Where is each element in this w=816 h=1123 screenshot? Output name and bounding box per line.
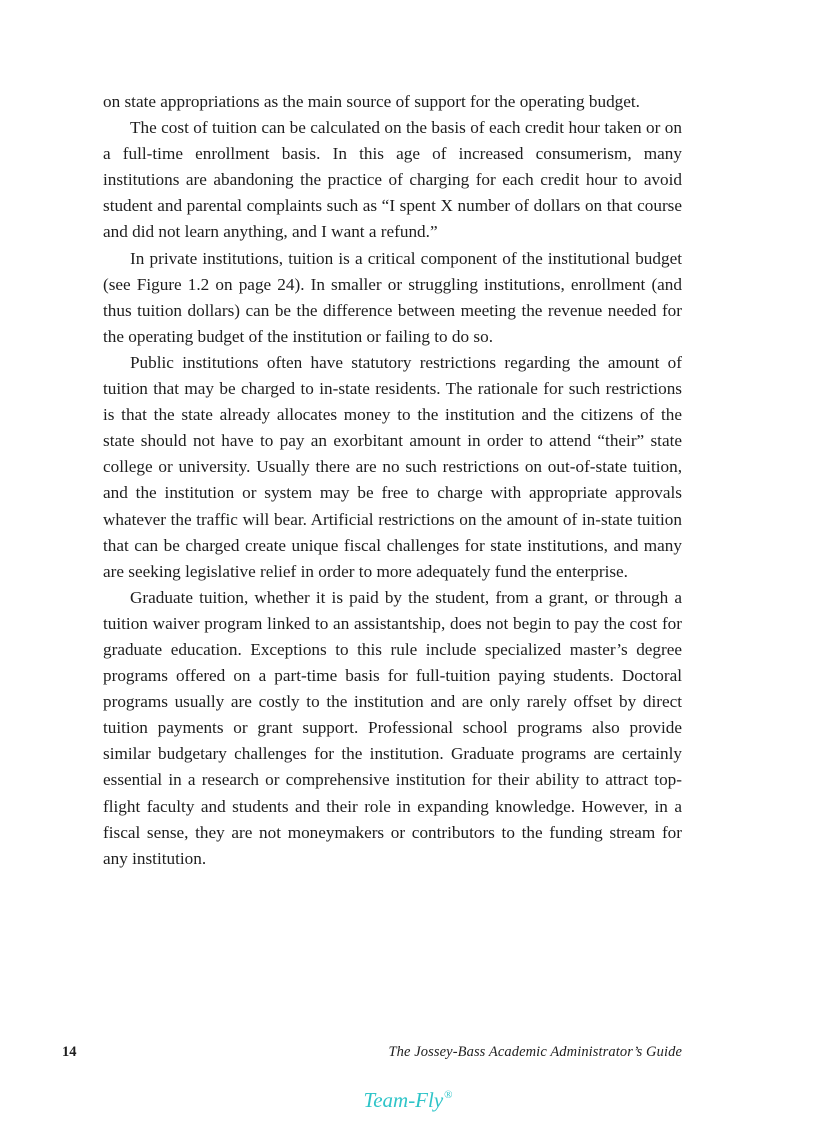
paragraph-graduate-tuition: Graduate tuition, whether it is paid by the student, from a grant, or through a tuition waiver program linked to an assistantship, does not begin to pay the cost for graduate education. Exceptions to this rule include specialized master’s degree programs offered on a part-time basis for full-tuition paying students. Doctoral programs usually are costly to the institution and are only rarely offset by direct tuition payments or grant support. Professional school programs also provide similar budgetary challenges for the institution. Graduate programs are certainly essential in a research or comprehensive institution for their ability to attract top-flight faculty and students and their role in expanding knowledge. However, in a fiscal sense, they are not moneymakers or contributors to the funding stream for any institution. (103, 587, 682, 868)
paragraph-private-institutions: In private institutions, tuition is a critical component of the institutional budget (see Figure 1.2 on page 24). In smaller or struggling institutions, enrollment (and thus tuition dollars) can be the difference between meeting the revenue needed for the operating budget of the institution or failing to do so. (103, 248, 682, 346)
team-fly-watermark (0, 1088, 816, 1113)
running-title: The Jossey-Bass Academic Administrator’s Guide (388, 1044, 682, 1060)
page-footer (62, 1044, 682, 1066)
watermark-text: Team-Fly (363, 1088, 444, 1112)
registered-mark-icon: ® (444, 1089, 453, 1101)
paragraph-tuition-cost: The cost of tuition can be calculated on the basis of each credit hour taken or on a full-time enrollment basis. In this age of increased consumerism, many institutions are abandoning the practice of charging for each credit hour to avoid student and parental complaints such as “I spent X number of dollars on that course and did not learn anything, and I want a refund.” (103, 118, 682, 242)
body-text (103, 89, 682, 872)
paragraph-continuation: on state appropriations as the main source of support for the operating budget. (103, 92, 640, 111)
page-number: 14 (62, 1044, 77, 1060)
paragraph-public-institutions: Public institutions often have statutory restrictions regarding the amount of tuition that may be charged to in-state residents. The rationale for such restrictions is that the state already allocates money to the institution and the citizens of the state should not have to pay an exorbitant amount in order to attend “their” state college or university. Usually there are no such restrictions on out-of-state tuition, and the institution or system may be free to charge with appropriate approvals whatever the traffic will bear. Artificial restrictions on the amount of in-state tuition that can be charged create unique fiscal challenges for state institutions, and many are seeking legislative relief in order to more adequately fund the enterprise. (103, 352, 682, 581)
